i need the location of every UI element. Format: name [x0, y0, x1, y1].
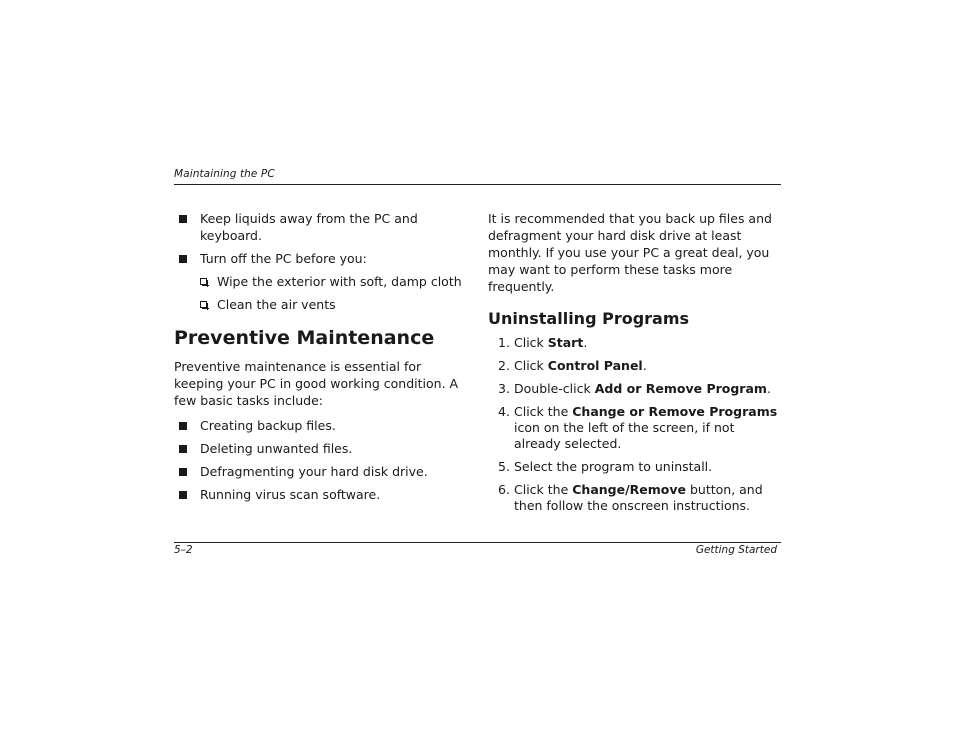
step-text-end: button, and then follow the onscreen instructions. [514, 482, 763, 513]
list-item [174, 210, 474, 244]
step-text: Select the program to uninstall. [514, 459, 713, 474]
list-item-text: Defragmenting your hard disk drive. [200, 464, 428, 479]
precautions-list [174, 210, 474, 313]
square-bullet-icon [179, 445, 187, 453]
square-bullet-icon [179, 255, 187, 263]
step-command: Control Panel [547, 358, 643, 373]
list-item [174, 250, 474, 313]
step-text-end: . [642, 358, 647, 373]
sub-list-item [200, 273, 474, 290]
list-item [174, 417, 474, 434]
section-intro: Preventive maintenance is essential for keeping your PC in good working condition. A few basic tasks include: [174, 359, 459, 408]
step-item [488, 358, 784, 374]
subsection-title: Uninstalling Programs [488, 309, 690, 328]
step-number: 4. [498, 404, 510, 419]
step-command: Start [547, 335, 584, 350]
footer-rule [174, 542, 781, 543]
square-bullet-icon [179, 491, 187, 499]
tasks-list [174, 417, 474, 503]
step-number: 6. [498, 482, 510, 497]
header-rule [174, 184, 781, 185]
list-item [174, 486, 474, 503]
step-item [488, 404, 784, 452]
list-item-text: Creating backup files. [200, 418, 336, 433]
step-number: 3. [498, 381, 510, 396]
step-text: Double-click [514, 381, 595, 396]
step-number: 5. [498, 459, 510, 474]
step-number: 1. [498, 335, 510, 350]
list-item-text: Keep liquids away from the PC and keyboard. [200, 211, 418, 243]
right-column [488, 210, 784, 521]
list-item-text: Running virus scan software. [200, 487, 381, 502]
running-head: Maintaining the PC [174, 168, 275, 180]
step-text: Click [514, 335, 548, 350]
step-command: Add or Remove Program [594, 381, 767, 396]
list-item-text: Deleting unwanted files. [200, 441, 353, 456]
book-title: Getting Started [695, 544, 777, 556]
checkbox-bullet-icon [200, 278, 207, 285]
checkbox-bullet-icon [200, 301, 207, 308]
step-item [488, 459, 784, 475]
uninstall-steps [488, 335, 784, 514]
square-bullet-icon [179, 215, 187, 223]
step-item [488, 381, 784, 397]
step-text-end: icon on the left of the screen, if not already selected. [514, 420, 735, 451]
step-command: Change/Remove [572, 482, 686, 497]
list-item [174, 440, 474, 457]
step-text-end: . [766, 381, 771, 396]
sub-list [200, 273, 474, 313]
left-column [174, 210, 474, 509]
step-text: Click the [514, 404, 573, 419]
square-bullet-icon [179, 468, 187, 476]
step-text: Click [514, 358, 548, 373]
section-title: Preventive Maintenance [174, 327, 435, 349]
list-item-text: Turn off the PC before you: [200, 251, 367, 266]
list-item [174, 463, 474, 480]
square-bullet-icon [179, 422, 187, 430]
sub-list-item [200, 296, 474, 313]
step-text: Click the [514, 482, 573, 497]
step-item [488, 335, 784, 351]
backup-recommendation: It is recommended that you back up files and defragment your hard disk drive at least monthly. If you use your PC a great deal, you may want to perform these tasks more frequently. [488, 211, 772, 294]
step-command: Change or Remove Programs [572, 404, 778, 419]
step-number: 2. [498, 358, 510, 373]
step-item [488, 482, 784, 514]
page-number: 5–2 [174, 544, 193, 556]
step-text-end: . [583, 335, 588, 350]
sub-list-item-text: Wipe the exterior with soft, damp cloth [217, 274, 462, 289]
sub-list-item-text: Clean the air vents [217, 297, 336, 312]
